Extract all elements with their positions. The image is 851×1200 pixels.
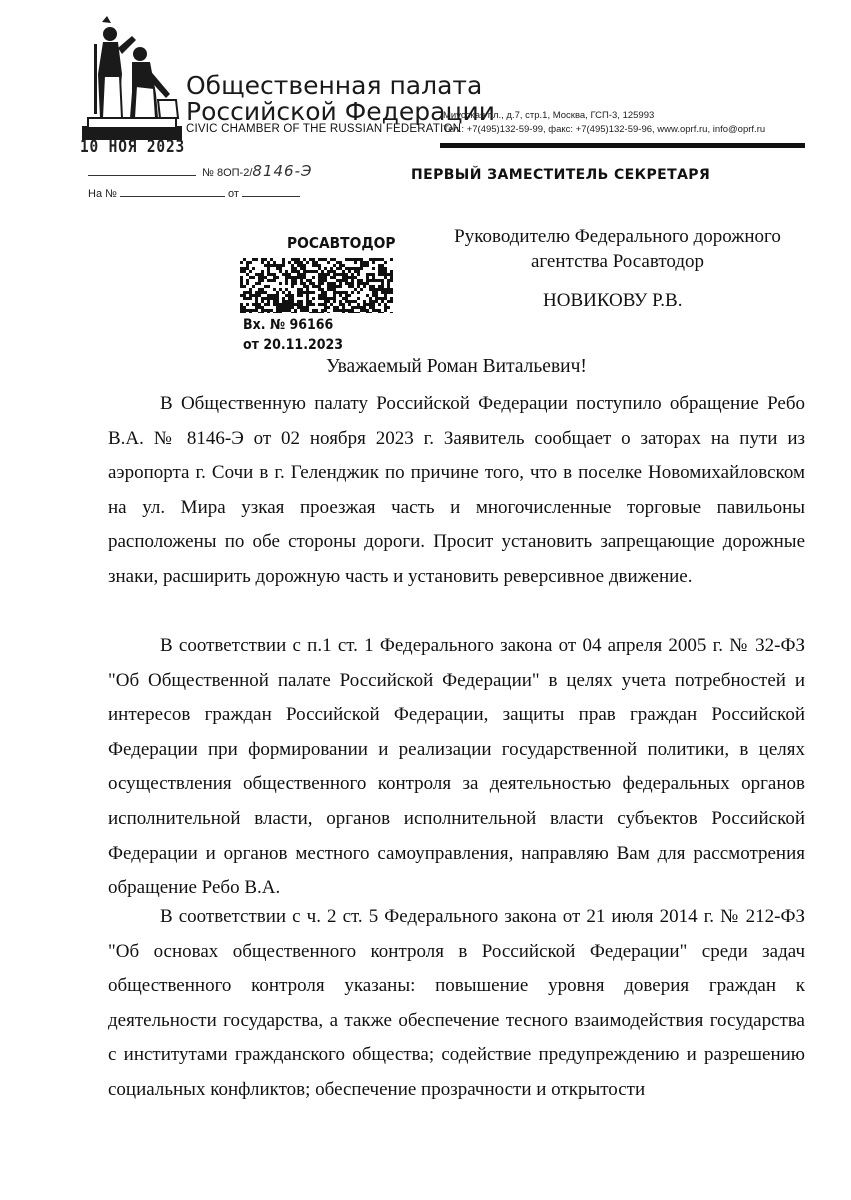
from-label: от bbox=[228, 188, 239, 200]
org-contacts: Тел.: +7(495)132-59-99, факс: +7(495)132-59-96, www.oprf.ru, info@oprf.ru bbox=[443, 124, 766, 135]
addressee-name: НОВИКОВУ Р.В. bbox=[543, 290, 683, 311]
reply-label: На № bbox=[88, 188, 117, 200]
registration-org: РОСАВТОДОР bbox=[287, 234, 396, 252]
reply-underline bbox=[120, 186, 225, 197]
outgoing-number-handwritten: 8146-Э bbox=[252, 162, 313, 180]
incoming-number: Вх. № 96166 bbox=[243, 317, 334, 333]
header-divider bbox=[440, 143, 805, 148]
org-name-line1: Общественная палата bbox=[186, 71, 483, 100]
monument-emblem-icon bbox=[74, 14, 186, 142]
body-paragraph: В соответствии с п.1 ст. 1 Федерального закона от 04 апреля 2005 г. № 32-ФЗ "Об Общественной палате Российской Федерации" в целях учета потребностей и интересов граждан Российской Федерации, защиты прав граждан Российской Федерации при формировании и реализации государственной политики, в целях осуществления общественного контроля за деятельностью федеральных органов исполнительной власти, органов исполнительной власти субъектов Российской Федерации и органов местного самоуправления, направляю Вам для рассмотрения обращение Ребо В.А. bbox=[108, 635, 805, 899]
incoming-date: от 20.11.2023 bbox=[243, 337, 344, 353]
addressee-position: Руководителю Федерального дорожного агентства Росавтодор bbox=[454, 226, 781, 272]
date-underline bbox=[88, 165, 196, 176]
from-underline bbox=[242, 186, 300, 197]
org-name-en: CIVIC CHAMBER OF THE RUSSIAN FEDERATION bbox=[186, 123, 462, 135]
org-address: Миусская пл., д.7, стр.1, Москва, ГСП-3, 125993 bbox=[443, 110, 655, 121]
org-name-line2: Российской Федерации bbox=[186, 97, 495, 126]
greeting: Уважаемый Роман Витальевич! bbox=[326, 356, 587, 377]
outgoing-number-line bbox=[88, 162, 312, 180]
signatory-title: ПЕРВЫЙ ЗАМЕСТИТЕЛЬ СЕКРЕТАРЯ bbox=[411, 167, 711, 183]
body-paragraph: В Общественную палату Российской Федерации поступило обращение Ребо В.А. № 8146-Э от 02 ноября 2023 г. Заявитель сообщает о заторах на пути из аэропорта г. Сочи в г. Геленджик по причине того, что в поселке Новомихайловском на ул. Мира узкая проезжая часть и многочисленные торговые павильоны расположены по обе стороны дороги. Просит установить запрещающие дорожные знаки, расширить дорожную часть и установить реверсивное движение. bbox=[108, 393, 805, 587]
outgoing-date-stamp: 10 НОЯ 2023 bbox=[80, 137, 186, 157]
outgoing-number-prefix: № 8ОП-2/ bbox=[202, 167, 253, 179]
body-paragraph: В соответствии с ч. 2 ст. 5 Федерального закона от 21 июля 2014 г. № 212-ФЗ "Об основах общественного контроля в Российской Федерации" среди задач общественного контроля указаны: повышение уровня доверия граждан к деятельности государства, а также обеспечение тесного взаимодействия государства с институтами гражданского общества; содействие предупреждению и разрешению социальных конфликтов; обеспечение прозрачности и открытости bbox=[108, 906, 805, 1100]
barcode-icon bbox=[240, 258, 393, 313]
reply-reference-line bbox=[88, 186, 300, 200]
